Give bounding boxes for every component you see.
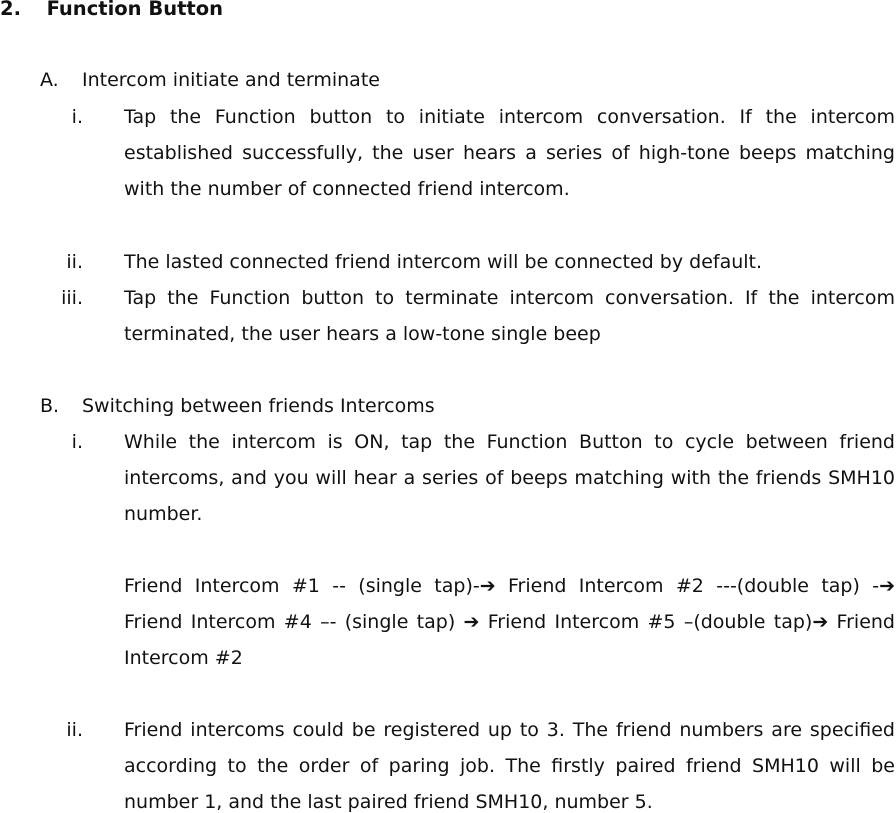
right-arrow-icon: ➔ — [463, 611, 480, 633]
paragraph-line: number. — [124, 503, 203, 525]
subsection-a-letter: A. — [40, 69, 59, 91]
paragraph-line: with the number of connected friend intercom. — [124, 178, 570, 200]
paragraph-line: Tap the Function button to initiate intercom conversation. If the intercom — [124, 106, 895, 128]
list-marker: i. — [71, 431, 83, 453]
paragraph-line: The lasted connected friend intercom will be connected by default. — [124, 251, 763, 273]
list-marker: i. — [71, 106, 83, 128]
right-arrow-icon: ➔ — [812, 611, 829, 633]
heading-number: 2. — [0, 0, 21, 20]
sequence-text: Friend — [828, 611, 895, 633]
sequence-line — [124, 575, 895, 597]
sequence-text: Friend Intercom #1 -- (single tap)- — [124, 575, 480, 597]
paragraph-line: While the intercom is ON, tap the Function Button to cycle between friend — [124, 431, 895, 453]
paragraph-line: Friend intercoms could be registered up to 3. The friend numbers are specified — [124, 719, 895, 741]
paragraph-line: number 1, and the last paired friend SMH10, number 5. — [124, 791, 653, 813]
subsection-a-title: Intercom initiate and terminate — [82, 69, 380, 91]
sequence-text: Friend Intercom #5 –(double tap) — [479, 611, 813, 633]
sequence-line: Intercom #2 — [124, 647, 243, 669]
paragraph-line: intercoms, and you will hear a series of beeps matching with the friends SMH10 — [124, 467, 895, 489]
subsection-b-title: Switching between friends Intercoms — [82, 395, 435, 417]
heading-title: Function Button — [46, 0, 223, 20]
paragraph-line: Tap the Function button to terminate intercom conversation. If the intercom — [124, 287, 895, 309]
sequence-line — [124, 611, 895, 633]
section-heading — [0, 0, 223, 20]
sequence-text: Friend Intercom #2 ---(double tap) - — [495, 575, 880, 597]
list-marker: iii. — [61, 287, 83, 309]
list-marker: ii. — [66, 251, 83, 273]
paragraph-line: terminated, the user hears a low-tone single beep — [124, 323, 601, 345]
list-marker: ii. — [66, 719, 83, 741]
right-arrow-icon: ➔ — [879, 575, 896, 597]
paragraph-line: established successfully, the user hears a series of high-tone beeps matching — [124, 142, 895, 164]
sequence-text: Friend Intercom #4 –- (single tap) — [124, 611, 464, 633]
right-arrow-icon: ➔ — [479, 575, 496, 597]
subsection-b-letter: B. — [40, 395, 60, 417]
paragraph-line: according to the order of paring job. The firstly paired friend SMH10 will be — [124, 755, 895, 777]
